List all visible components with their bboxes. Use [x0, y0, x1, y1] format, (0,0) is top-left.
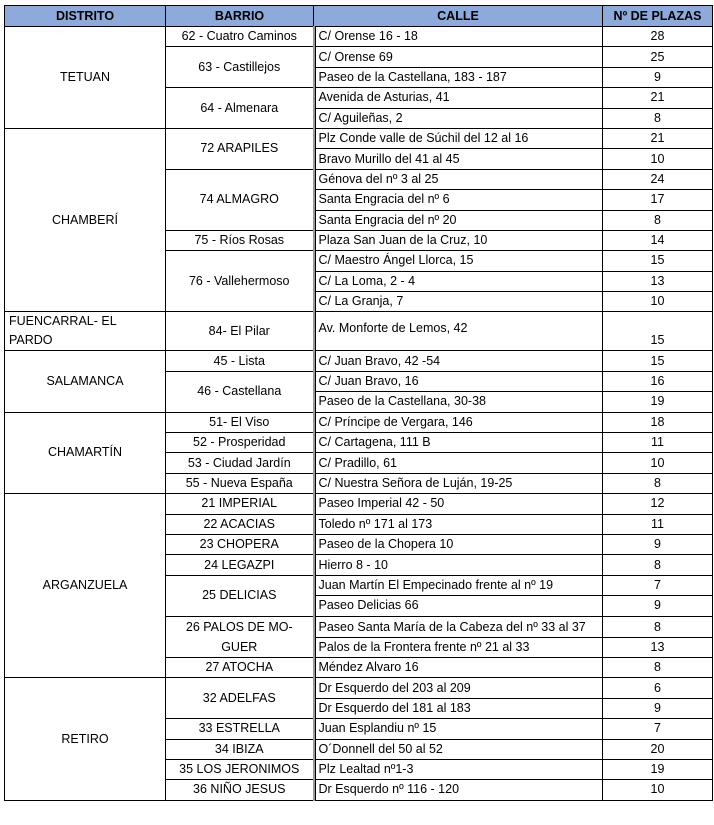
calle-cell: Bravo Murillo del 41 al 45 — [314, 149, 603, 169]
barrio-cell: 55 - Nueva España — [166, 473, 314, 493]
plazas-cell: 24 — [603, 169, 713, 189]
calle-cell: Plz Conde valle de Súchil del 12 al 16 — [314, 128, 603, 148]
barrio-cell: 34 IBIZA — [166, 739, 314, 759]
table-row — [5, 678, 713, 698]
plazas-cell: 9 — [603, 67, 713, 87]
barrio-cell: 46 - Castellana — [166, 371, 314, 412]
calle-cell: C/ Juan Bravo, 16 — [314, 371, 603, 391]
calle-cell: Paseo Imperial 42 - 50 — [314, 494, 603, 514]
distrito-cell: FUENCARRAL- EL PARDO — [5, 312, 166, 351]
barrio-cell: 63 - Castillejos — [166, 47, 314, 88]
barrio-cell: 84- El Pilar — [166, 312, 314, 351]
barrio-cell: 51- El Viso — [166, 412, 314, 432]
calle-cell: Juan Esplandiu nº 15 — [314, 719, 603, 739]
plazas-cell: 28 — [603, 27, 713, 47]
distrito-cell: TETUAN — [5, 27, 166, 129]
calle-cell: Dr Esquerdo del 203 al 209 — [314, 678, 603, 698]
plazas-cell: 8 — [603, 108, 713, 128]
barrio-cell: 74 ALMAGRO — [166, 169, 314, 230]
barrio-cell: 26 PALOS DE MO- GUER — [166, 616, 314, 657]
plazas-cell: 12 — [603, 494, 713, 514]
plazas-cell: 10 — [603, 149, 713, 169]
distrito-cell: CHAMARTÍN — [5, 412, 166, 494]
barrio-cell: 21 IMPERIAL — [166, 494, 314, 514]
plazas-cell: 20 — [603, 739, 713, 759]
barrio-cell: 32 ADELFAS — [166, 678, 314, 719]
calle-cell: C/ Nuestra Señora de Luján, 19-25 — [314, 473, 603, 493]
plazas-cell: 19 — [603, 392, 713, 412]
plazas-cell: 18 — [603, 412, 713, 432]
barrio-cell: 52 - Prosperidad — [166, 433, 314, 453]
calle-cell: Plz Lealtad nº1-3 — [314, 759, 603, 779]
parking-table-container — [4, 5, 713, 801]
calle-cell: C/ La Granja, 7 — [314, 292, 603, 312]
calle-cell: C/ Príncipe de Vergara, 146 — [314, 412, 603, 432]
calle-cell: C/ Cartagena, 111 B — [314, 433, 603, 453]
barrio-cell: 76 - Vallehermoso — [166, 251, 314, 312]
calle-cell: Santa Engracia del nº 6 — [314, 190, 603, 210]
distrito-cell: ARGANZUELA — [5, 494, 166, 678]
plazas-cell: 10 — [603, 780, 713, 800]
barrio-cell: 25 DELICIAS — [166, 575, 314, 616]
table-row — [5, 128, 713, 148]
barrio-cell: 24 LEGAZPI — [166, 555, 314, 575]
plazas-cell: 19 — [603, 759, 713, 779]
calle-cell: Paseo de la Castellana, 30-38 — [314, 392, 603, 412]
plazas-cell: 9 — [603, 534, 713, 554]
plazas-cell: 11 — [603, 433, 713, 453]
plazas-cell: 17 — [603, 190, 713, 210]
plazas-cell: 8 — [603, 555, 713, 575]
plazas-cell: 13 — [603, 637, 713, 657]
calle-cell: Paseo de la Chopera 10 — [314, 534, 603, 554]
plazas-cell: 8 — [603, 616, 713, 637]
calle-cell: Palos de la Frontera frente nº 21 al 33 — [314, 637, 603, 657]
plazas-cell: 6 — [603, 678, 713, 698]
barrio-cell: 72 ARAPILES — [166, 128, 314, 169]
calle-cell: C/ Pradillo, 61 — [314, 453, 603, 473]
plazas-cell: 15 — [603, 251, 713, 271]
barrio-cell: 33 ESTRELLA — [166, 719, 314, 739]
plazas-cell: 15 — [603, 312, 713, 351]
calle-cell: Toledo nº 171 al 173 — [314, 514, 603, 534]
table-row — [5, 494, 713, 514]
calle-cell: C/ Orense 16 - 18 — [314, 27, 603, 47]
barrio-cell: 35 LOS JERONIMOS — [166, 759, 314, 779]
header-plazas: Nº DE PLAZAS — [603, 6, 713, 27]
table-row — [5, 412, 713, 432]
calle-cell: C/ Aguileñas, 2 — [314, 108, 603, 128]
plazas-cell: 16 — [603, 371, 713, 391]
barrio-cell: 45 - Lista — [166, 351, 314, 371]
barrio-cell: 23 CHOPERA — [166, 534, 314, 554]
distrito-cell: SALAMANCA — [5, 351, 166, 412]
plazas-cell: 14 — [603, 230, 713, 250]
table-row — [5, 351, 713, 371]
calle-cell: Plaza San Juan de la Cruz, 10 — [314, 230, 603, 250]
calle-cell: Avenida de Asturias, 41 — [314, 88, 603, 108]
calle-cell: O´Donnell del 50 al 52 — [314, 739, 603, 759]
calle-cell: Paseo de la Castellana, 183 - 187 — [314, 67, 603, 87]
plazas-cell: 11 — [603, 514, 713, 534]
calle-cell: C/ Juan Bravo, 42 -54 — [314, 351, 603, 371]
plazas-cell: 15 — [603, 351, 713, 371]
table-row — [5, 312, 713, 351]
calle-cell: C/ La Loma, 2 - 4 — [314, 271, 603, 291]
plazas-cell: 7 — [603, 575, 713, 595]
barrio-cell: 75 - Ríos Rosas — [166, 230, 314, 250]
table-body — [5, 27, 713, 801]
barrio-cell: 64 - Almenara — [166, 88, 314, 129]
calle-cell: Juan Martín El Empecinado frente al nº 19 — [314, 575, 603, 595]
plazas-cell: 25 — [603, 47, 713, 67]
plazas-cell: 7 — [603, 719, 713, 739]
calle-cell: Dr Esquerdo del 181 al 183 — [314, 698, 603, 718]
barrio-cell: 27 ATOCHA — [166, 657, 314, 677]
barrio-cell: 22 ACACIAS — [166, 514, 314, 534]
calle-cell: Santa Engracia del nº 20 — [314, 210, 603, 230]
calle-cell: Paseo Santa María de la Cabeza del nº 33 al 37 — [314, 616, 603, 637]
plazas-cell: 10 — [603, 453, 713, 473]
header-row — [5, 6, 713, 27]
calle-cell: Av. Monforte de Lemos, 42 — [314, 312, 603, 351]
plazas-cell: 13 — [603, 271, 713, 291]
calle-cell: Génova del nº 3 al 25 — [314, 169, 603, 189]
plazas-cell: 8 — [603, 210, 713, 230]
plazas-cell: 8 — [603, 657, 713, 677]
header-barrio: BARRIO — [166, 6, 314, 27]
calle-cell: C/ Maestro Ángel Llorca, 15 — [314, 251, 603, 271]
table-row — [5, 27, 713, 47]
plazas-cell: 21 — [603, 128, 713, 148]
header-calle: CALLE — [314, 6, 603, 27]
plazas-cell: 8 — [603, 473, 713, 493]
barrio-cell: 53 - Ciudad Jardín — [166, 453, 314, 473]
plazas-cell: 9 — [603, 698, 713, 718]
calle-cell: C/ Orense 69 — [314, 47, 603, 67]
parking-spaces-table — [4, 5, 713, 801]
calle-cell: Paseo Delicias 66 — [314, 596, 603, 616]
calle-cell: Hierro 8 - 10 — [314, 555, 603, 575]
distrito-cell: CHAMBERÍ — [5, 128, 166, 312]
plazas-cell: 9 — [603, 596, 713, 616]
header-distrito: DISTRITO — [5, 6, 166, 27]
calle-cell: Méndez Alvaro 16 — [314, 657, 603, 677]
plazas-cell: 10 — [603, 292, 713, 312]
calle-cell: Dr Esquerdo nº 116 - 120 — [314, 780, 603, 800]
barrio-cell: 36 NIÑO JESUS — [166, 780, 314, 800]
barrio-cell: 62 - Cuatro Caminos — [166, 27, 314, 47]
distrito-cell: RETIRO — [5, 678, 166, 800]
plazas-cell: 21 — [603, 88, 713, 108]
